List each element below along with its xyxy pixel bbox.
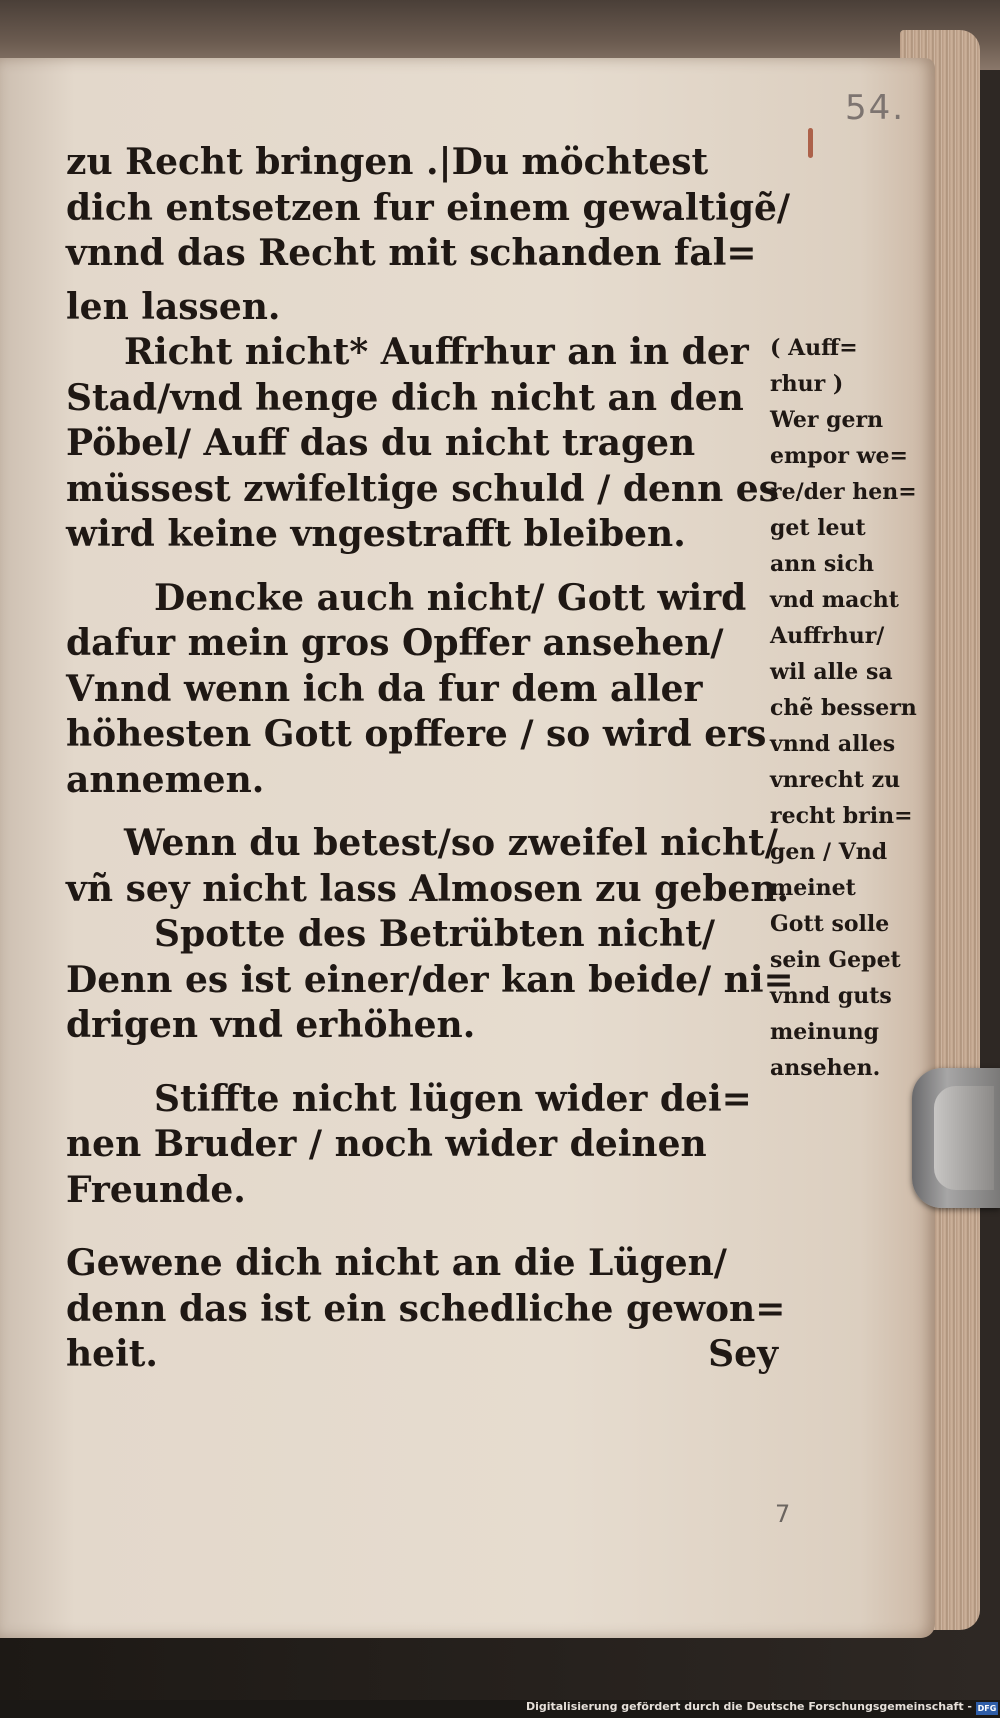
text-line: annemen.: [66, 758, 265, 801]
gloss-line: sein Gepet: [770, 947, 901, 973]
footer-bar: [0, 1700, 1000, 1718]
book-clip: [912, 1068, 1000, 1208]
gloss-line: meinung: [770, 1019, 880, 1045]
text-line: Pöbel/ Auff das du nicht tragen: [66, 422, 696, 464]
text-line: drigen vnd erhöhen.: [66, 1004, 476, 1046]
pencil-mark: 7: [775, 1500, 791, 1528]
dfg-logo-badge: DFG: [977, 1704, 997, 1713]
gloss-line: wil alle sa: [770, 659, 893, 685]
text-line: höhesten Gott opffere / so wird ers: [66, 713, 767, 755]
gloss-line: empor we=: [770, 443, 908, 469]
gloss-line: Gott solle: [770, 911, 890, 937]
gloss-line: ansehen.: [770, 1055, 881, 1081]
text-line: dich entsetzen fur einem gewaltigẽ/: [66, 186, 791, 229]
footer-credit: Digitalisierung gefördert durch die Deutsche Forschungsgemeinschaft -: [525, 1700, 972, 1713]
gloss-line: rhur ): [770, 371, 844, 397]
text-line: Wenn du betest/so zweifel nicht/: [124, 822, 778, 864]
gloss-line: ann sich: [770, 551, 875, 577]
text-line: nen Bruder / noch wider deinen: [66, 1123, 707, 1165]
gloss-line: vnnd guts: [770, 983, 892, 1009]
text-line: zu Recht bringen .|Du möchtest: [66, 141, 709, 183]
text-line: müssest zwifeltige schuld / denn es: [66, 467, 779, 510]
text-line: len lassen.: [66, 285, 281, 328]
marginal-gloss: [770, 330, 920, 1086]
gloss-line: Wer gern: [770, 407, 884, 433]
gloss-line: meinet: [770, 875, 856, 901]
text-line: vñ sey nicht lass Almosen zu geben.: [66, 867, 790, 910]
text-line: Spotte des Betrübten nicht/: [154, 913, 715, 955]
text-line: Freunde.: [66, 1168, 246, 1211]
page-number: 54.: [845, 88, 906, 128]
text-line: Denn es ist einer/der kan beide/ ni=: [66, 958, 794, 1001]
gloss-line: vnd macht: [770, 587, 899, 613]
gloss-line: gen / Vnd: [770, 839, 888, 865]
gloss-line: re/der hen=: [770, 479, 917, 505]
book-clip-inner: [934, 1086, 994, 1190]
text-line: dafur mein gros Opffer ansehen/: [66, 622, 724, 664]
text-line: wird keine vngestrafft bleiben.: [66, 513, 686, 555]
red-ink-mark: [808, 128, 813, 158]
text-line: Richt nicht* Auffrhur an in der: [124, 331, 749, 373]
main-text-block: [66, 140, 794, 1378]
text-line: heit.: [66, 1333, 158, 1375]
gloss-line: recht brin=: [770, 803, 913, 829]
catchword: Sey: [708, 1333, 778, 1375]
text-line: Gewene dich nicht an die Lügen/: [66, 1242, 727, 1284]
gloss-line: vnrecht zu: [770, 767, 901, 793]
last-line-row: [66, 1332, 778, 1378]
text-line: denn das ist ein schedliche gewon=: [66, 1287, 786, 1330]
gloss-line: ( Auff=: [770, 335, 858, 361]
gloss-line: chẽ bessern: [770, 695, 917, 721]
text-line: vnnd das Recht mit schanden fal=: [66, 232, 757, 274]
text-line: Stiffte nicht lügen wider dei=: [154, 1077, 752, 1120]
text-line: Stad/vnd henge dich nicht an den: [66, 376, 744, 419]
gloss-line: Auffrhur/: [770, 623, 885, 649]
text-line: Vnnd wenn ich da fur dem aller: [66, 667, 703, 710]
gloss-line: vnnd alles: [770, 731, 896, 757]
gloss-line: get leut: [770, 515, 866, 541]
text-line: Dencke auch nicht/ Gott wird: [154, 576, 747, 619]
